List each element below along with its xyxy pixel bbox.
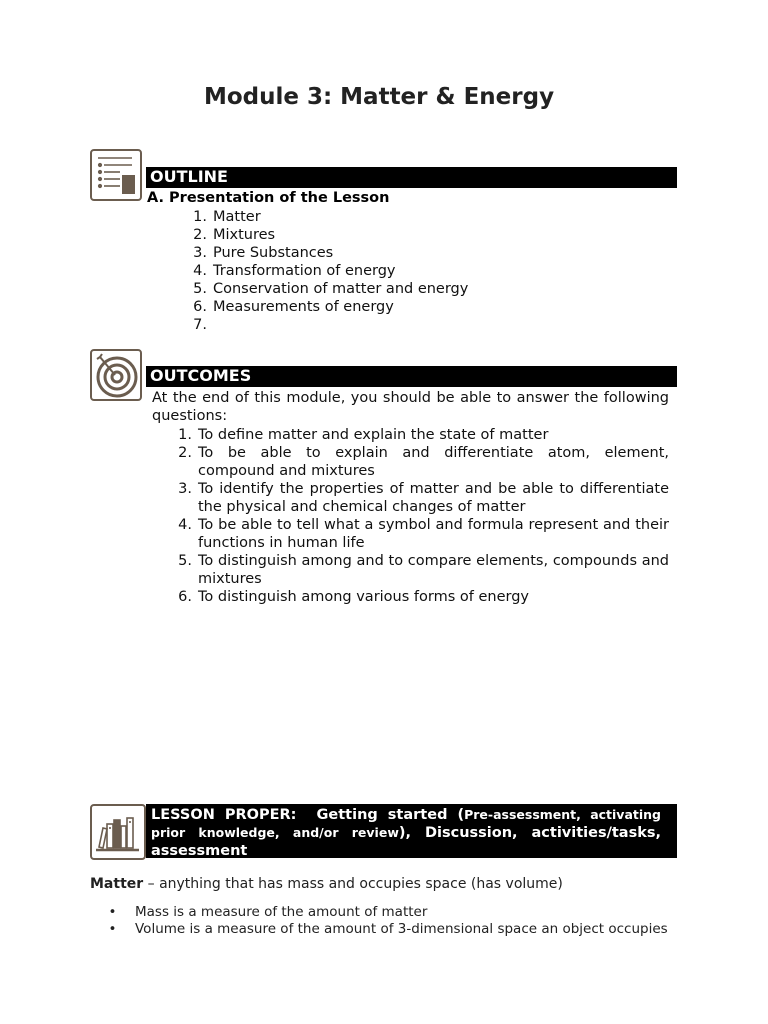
list-text <box>213 316 665 334</box>
matter-definition-text: – anything that has mass and occupies space (has volume) <box>143 876 563 892</box>
outline-list <box>185 208 665 334</box>
list-text: Mass is a measure of the amount of matter <box>135 904 428 920</box>
list-text: Volume is a measure of the amount of 3-dimensional space an object occupies <box>135 920 668 937</box>
list-number: 3. <box>193 245 207 261</box>
list-text: Mixtures <box>213 227 276 243</box>
lesson-rest-text: ), Discussion, activities/tasks, assessment <box>151 825 661 859</box>
target-icon <box>90 349 142 401</box>
list-number: 4. <box>193 263 207 279</box>
list-item <box>170 588 669 606</box>
list-number: 6. <box>193 299 207 315</box>
list-item <box>185 208 665 226</box>
list-text: To distinguish among various forms of energy <box>198 589 529 605</box>
lesson-label: LESSON PROPER: <box>151 807 297 823</box>
list-item <box>185 316 665 334</box>
list-number: 6. <box>178 589 192 605</box>
list-number: 5. <box>193 281 207 297</box>
outline-heading: OUTLINE <box>146 167 677 188</box>
list-text: Conservation of matter and energy <box>213 281 469 297</box>
list-number: 1. <box>193 209 207 225</box>
matter-term: Matter <box>90 876 144 892</box>
list-text: To be able to explain and differentiate atom, element, compound and mixtures <box>198 445 669 479</box>
outline-subheading: A. Presentation of the Lesson <box>147 190 390 206</box>
outcomes-intro: At the end of this module, you should be able to answer the following questions: <box>152 390 669 424</box>
matter-bullets <box>90 904 677 937</box>
outcomes-list <box>170 426 669 606</box>
books-icon <box>90 804 146 860</box>
bullet-icon: • <box>108 920 117 937</box>
list-item <box>170 480 669 516</box>
list-item <box>170 444 669 480</box>
list-text: Transformation of energy <box>213 263 396 279</box>
list-item <box>185 226 665 244</box>
list-number: 2. <box>193 227 207 243</box>
list-number: 3. <box>178 481 192 497</box>
list-text: Pure Substances <box>213 245 334 261</box>
list-item <box>185 262 665 280</box>
bullet-icon: • <box>108 904 117 920</box>
list-number: 5. <box>178 553 192 569</box>
matter-definition <box>90 876 680 892</box>
list-text: To identify the properties of matter and be able to differentiate the physical and chemical changes of matter <box>198 481 669 515</box>
outcomes-heading: OUTCOMES <box>146 366 677 387</box>
list-number: 7. <box>193 317 207 333</box>
list-item <box>170 426 669 444</box>
getting-started-text: Getting started ( <box>316 807 465 823</box>
list-item <box>185 298 665 316</box>
page-title: Module 3: Matter & Energy <box>203 84 555 110</box>
list-text: Matter <box>213 209 261 225</box>
checklist-icon <box>90 149 142 201</box>
list-item <box>90 904 677 921</box>
list-item <box>170 552 669 588</box>
list-item <box>185 244 665 262</box>
list-number: 2. <box>178 445 192 461</box>
list-number: 1. <box>178 427 192 443</box>
list-number: 4. <box>178 517 192 533</box>
list-text: To define matter and explain the state of matter <box>198 427 549 443</box>
list-item <box>185 280 665 298</box>
list-text: To be able to tell what a symbol and formula represent and their functions in human life <box>198 517 669 551</box>
list-text: Measurements of energy <box>213 299 394 315</box>
lesson-proper-heading <box>146 804 677 858</box>
list-text: To distinguish among and to compare elements, compounds and mixtures <box>198 553 669 587</box>
list-item <box>170 516 669 552</box>
lesson-small-note: Pre-assessment, activating prior knowledge, and/or review <box>151 807 661 840</box>
list-item <box>90 921 677 938</box>
